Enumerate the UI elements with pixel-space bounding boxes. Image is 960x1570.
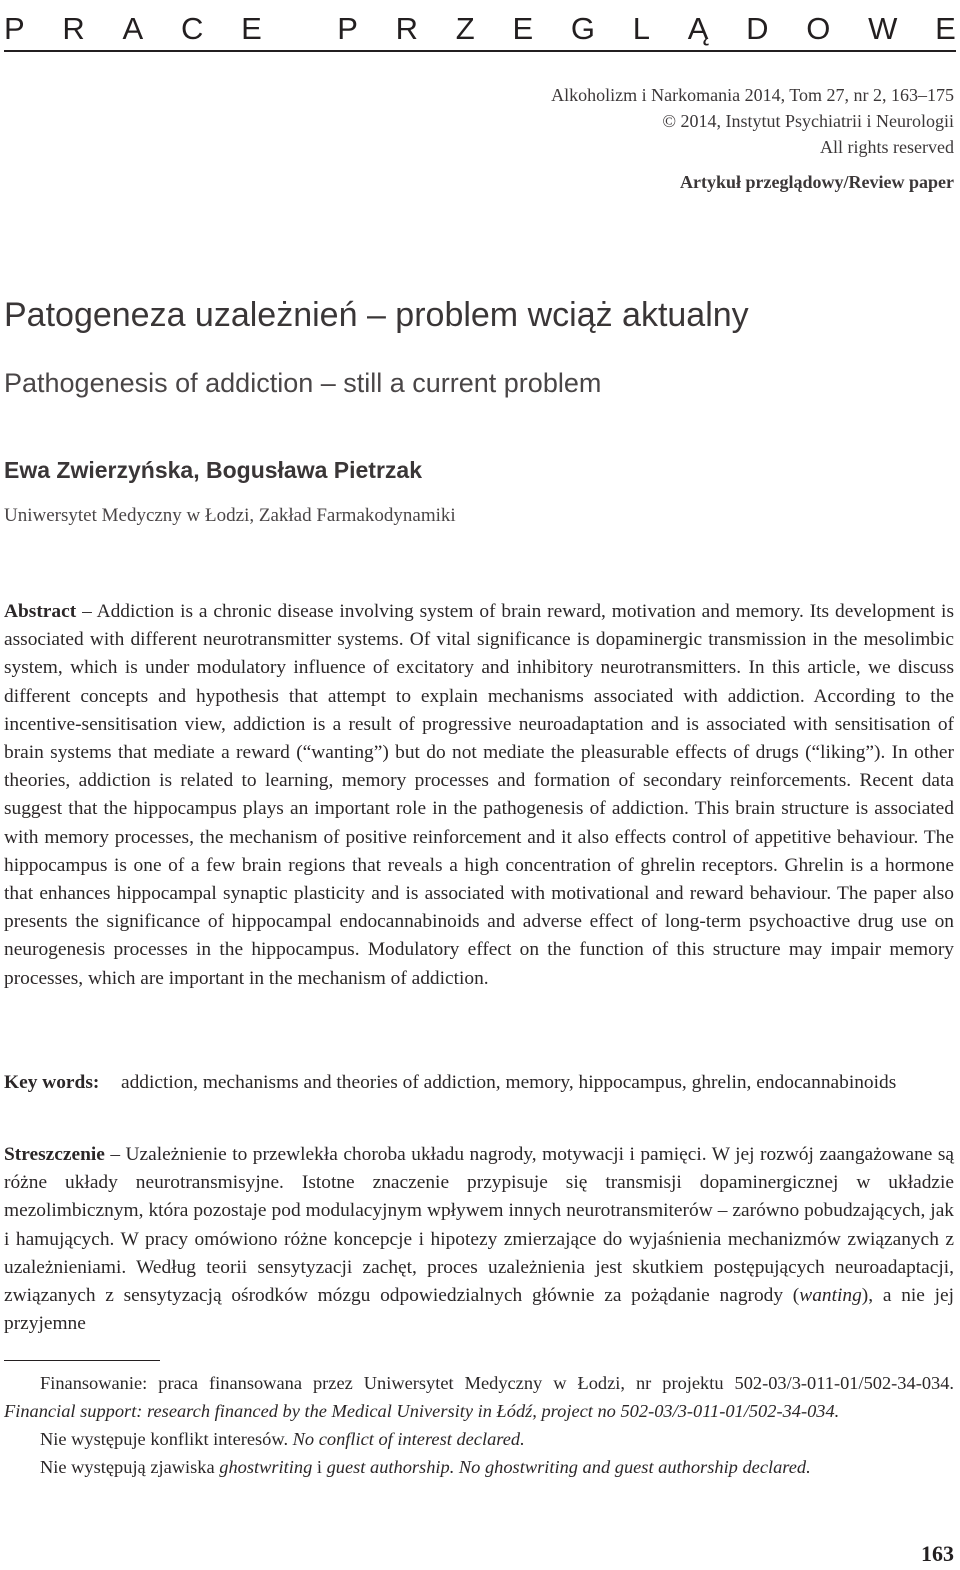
footnote-rule [4, 1360, 160, 1361]
journal-meta [551, 82, 954, 160]
section-header-letter: P [337, 11, 358, 46]
funding-polish: Finansowanie: praca finansowana przez Uniwersytet Medyczny w Łodzi, nr projektu 502-03/3-011-01/502-34-034. [40, 1373, 954, 1393]
ghost-polish-1: Nie występują zjawiska [40, 1457, 220, 1477]
keywords-label: Key words: [4, 1072, 100, 1093]
section-header-letter: C [180, 11, 204, 46]
streszczenie-text: Uzależnienie to przewlekła choroba układu nagrody, motywacji i pamięci. W jej rozwój zaangażowane są różne układy neurotransmisyjne. Istotne znaczenie przypisuje się transmisji dopaminergicznej w układzie mezolimbicznym, która pozostaje pod modulacyjnym wpływem innych neurotransmiterów – zarówno pobudzających, jak i hamujących. W pracy omówiono różne koncepcje i hipotezy zmierzające do wyjaśnienia mechanizmów związanych z uzależnieniami. Według teorii sensytyzacji zachęt, proces uzależnienia jest skutkiem postępujących neuroadaptacji, związanych z sensytyzacją ośrodków mózgu odpowiedzialnych głównie za pożądanie nagrody ( [4, 1144, 955, 1307]
affiliation: Uniwersytet Medyczny w Łodzi, Zakład Farmakodynamiki [4, 505, 456, 526]
section-header-letter: W [868, 11, 898, 46]
page-number: 163 [921, 1541, 954, 1566]
section-header-letter: O [806, 11, 831, 46]
authors: Ewa Zwierzyńska, Bogusława Pietrzak [4, 457, 422, 483]
conflict-polish: Nie występuje konflikt interesów. [40, 1429, 293, 1449]
journal-rights: All rights reserved [820, 137, 954, 157]
journal-copyright: © 2014, Instytut Psychiatrii i Neurologii [662, 111, 954, 131]
footnote-conflict [4, 1425, 954, 1453]
section-header-letter: L [632, 11, 650, 46]
title-polish: Patogeneza uzależnień – problem wciąż aktualny [4, 296, 749, 334]
article-type: Artykuł przeglądowy/Review paper [680, 172, 954, 192]
footnote-funding [4, 1369, 954, 1425]
keywords [4, 1069, 954, 1097]
section-header-letter: A [122, 11, 144, 46]
keywords-value: addiction, mechanisms and theories of addiction, memory, hippocampus, ghrelin, endocannabinoids [121, 1072, 897, 1093]
ghost-italic-1: ghostwriting [219, 1457, 313, 1477]
conflict-english: No conflict of interest declared. [292, 1429, 525, 1449]
section-header-letter: G [570, 11, 596, 46]
footnotes [4, 1369, 954, 1481]
section-header-letter: P [4, 11, 25, 46]
section-header-letter: E [935, 11, 956, 46]
ghost-italic-2: guest authorship. [326, 1457, 455, 1477]
section-header [4, 10, 956, 48]
streszczenie-italic: wanting [799, 1285, 862, 1307]
abstract [4, 598, 954, 993]
section-header-letter: D [746, 11, 769, 46]
streszczenie-label: Streszczenie [4, 1144, 105, 1165]
streszczenie-dash: – [104, 1144, 126, 1165]
streszczenie-text-end: ), a nie jej przyjemne [4, 1285, 955, 1335]
footnote-ghostwriting [4, 1453, 954, 1481]
abstract-dash: – [76, 601, 97, 622]
section-header-letter: Z [455, 11, 475, 46]
title-english: Pathogenesis of addiction – still a current problem [4, 368, 602, 398]
section-header-letter: Ą [687, 11, 709, 46]
streszczenie [4, 1141, 954, 1338]
section-header-letter: R [62, 11, 85, 46]
abstract-label: Abstract [4, 601, 77, 622]
ghost-polish-2: i [312, 1457, 327, 1477]
section-header-letter: R [395, 11, 419, 46]
header-rule [4, 50, 956, 52]
journal-citation: Alkoholizm i Narkomania 2014, Tom 27, nr 2, 163–175 [551, 85, 954, 105]
ghost-english: No ghostwriting and guest authorship declared. [454, 1457, 811, 1477]
abstract-text: Addiction is a chronic disease involving system of brain reward, motivation and memory. Its development is associated with different neurotransmitter systems. Of vital significance is dopaminergic transmission in the mesolimbic system, which is under modulatory influence of excitatory and inhibitory neurotransmitters. In this article, we discuss different concepts and hypothesis that attempt to explain mechanisms associated with addiction. According to the incentive-sensitisation view, addiction is a result of progressive neuroadaptation and is associated with sensitisation of brain systems that mediate a reward (“wanting”) but do not mediate the pleasurable effects of drugs (“liking”). In other theories, addiction is related to learning, memory processes and formation of secondary reinforcements. Recent data suggest that the hippocampus plays an important role in the pathogenesis of addiction. This brain structure is associated with memory processes, the mechanism of positive reinforcement and it also effects control of appetitive behaviour. The hippocampus is one of a few brain regions that reveals a high concentration of ghrelin receptors. Ghrelin is a hormone that enhances hippocampal synaptic plasticity and is associated with motivational and reward behaviour. The paper also presents the significance of hippocampal endocannabinoids and adverse effect of long-term psychoactive drug use on neurogenesis processes in the hippocampus. Modulatory effect on the function of this structure may impair memory processes, which are important in the mechanism of addiction. [4, 601, 954, 989]
section-header-letter: E [512, 11, 534, 46]
funding-english: Financial support: research financed by the Medical University in Łódź, project no 502-03/3-011-01/502-34-034. [4, 1401, 840, 1421]
section-header-letter: E [241, 11, 262, 46]
